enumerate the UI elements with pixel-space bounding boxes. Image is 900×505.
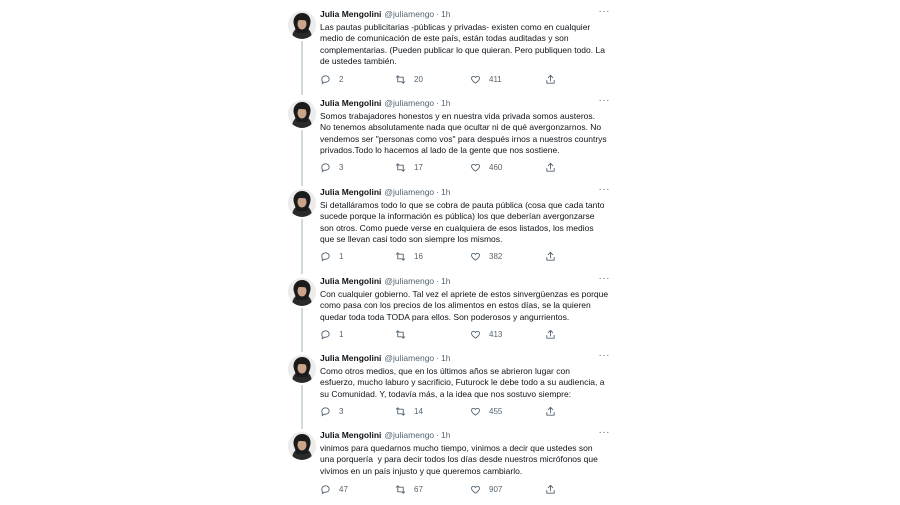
- author-handle[interactable]: @juliamengo: [384, 98, 435, 108]
- share-button[interactable]: [545, 74, 565, 85]
- tweet[interactable]: [283, 96, 618, 178]
- reply-count: 3: [339, 162, 344, 172]
- thread-line: [301, 130, 303, 186]
- more-icon[interactable]: ···: [598, 350, 610, 361]
- reply-button[interactable]: [320, 329, 395, 340]
- author-handle[interactable]: @juliamengo: [384, 187, 435, 197]
- retweet-icon: [395, 251, 406, 262]
- like-count: 460: [489, 162, 503, 172]
- reply-button[interactable]: [320, 484, 395, 495]
- author-handle[interactable]: @juliamengo: [384, 430, 435, 440]
- reply-count: 47: [339, 484, 348, 494]
- tweet-time[interactable]: 1h: [441, 187, 451, 197]
- reply-button[interactable]: [320, 74, 395, 85]
- tweet-time[interactable]: 1h: [441, 276, 451, 286]
- retweet-button[interactable]: [395, 484, 470, 495]
- tweet-time[interactable]: 1h: [441, 430, 451, 440]
- heart-icon: [470, 406, 481, 417]
- share-icon: [545, 484, 556, 495]
- author-handle[interactable]: @juliamengo: [384, 353, 435, 363]
- separator-dot: ·: [436, 276, 439, 286]
- like-count: 455: [489, 406, 503, 416]
- avatar[interactable]: [288, 100, 316, 128]
- more-icon[interactable]: ···: [598, 95, 610, 106]
- tweet-header: [320, 7, 610, 21]
- reply-icon: [320, 74, 331, 85]
- reply-icon: [320, 162, 331, 173]
- tweet-text: Con cualquier gobierno. Tal vez el apriete de estos sinvergüenzas es porque como pasa con los precios de los alimentos en estos días, se la quieren quedar toda toda TODA para ellos. Son poderosos y angurrientos.: [320, 289, 609, 322]
- tweet-content: [320, 274, 610, 323]
- avatar[interactable]: [288, 11, 316, 39]
- like-button[interactable]: [470, 251, 545, 262]
- retweet-button[interactable]: [395, 251, 470, 262]
- thread-line: [301, 41, 303, 95]
- retweet-count: 17: [414, 162, 423, 172]
- more-icon[interactable]: ···: [598, 273, 610, 284]
- reply-icon: [320, 406, 331, 417]
- reply-count: 3: [339, 406, 344, 416]
- avatar[interactable]: [288, 278, 316, 306]
- reply-button[interactable]: [320, 406, 395, 417]
- thread-line: [301, 385, 303, 429]
- reply-button[interactable]: [320, 162, 395, 173]
- tweet-actions: [320, 405, 570, 417]
- retweet-count: 14: [414, 406, 423, 416]
- author-name[interactable]: Julia Mengolini: [320, 9, 382, 19]
- tweet[interactable]: [283, 7, 618, 89]
- like-button[interactable]: [470, 406, 545, 417]
- author-handle[interactable]: @juliamengo: [384, 9, 435, 19]
- tweet[interactable]: [283, 274, 618, 346]
- retweet-count: 67: [414, 484, 423, 494]
- author-name[interactable]: Julia Mengolini: [320, 98, 382, 108]
- like-button[interactable]: [470, 484, 545, 495]
- heart-icon: [470, 484, 481, 495]
- share-button[interactable]: [545, 406, 565, 417]
- avatar[interactable]: [288, 189, 316, 217]
- retweet-button[interactable]: [395, 329, 470, 340]
- tweet-text: vinimos para quedarnos mucho tiempo, vinimos a decir que ustedes son una porquería y para decir todos los días desde nuestros micrófonos que vivimos en un país injusto y que queremos cambiarlo.: [320, 443, 598, 476]
- separator-dot: ·: [436, 353, 439, 363]
- like-button[interactable]: [470, 162, 545, 173]
- tweet-time[interactable]: 1h: [441, 353, 451, 363]
- share-icon: [545, 74, 556, 85]
- tweet-text: Si detalláramos todo lo que se cobra de pauta pública (cosa que cada tanto sucede porque la información es pública) los que deberían avergonzarse son otros. Como puede verse en cualquiera de esos listados, los medios que se llevan casi todo son siempre los mismos.: [320, 200, 605, 244]
- author-name[interactable]: Julia Mengolini: [320, 353, 382, 363]
- retweet-icon: [395, 74, 406, 85]
- heart-icon: [470, 162, 481, 173]
- tweet-header: [320, 351, 610, 365]
- share-button[interactable]: [545, 484, 565, 495]
- tweet-header: [320, 96, 610, 110]
- tweet-text: Las pautas publicitarias -públicas y privadas- existen como en cualquier medio de comunicación de este país, están todas auditadas y son complementarias. (Pueden publicar lo que quieran. Pero publiquen todo. La de ustedes también.: [320, 22, 605, 66]
- more-icon[interactable]: ···: [598, 184, 610, 195]
- retweet-button[interactable]: [395, 162, 470, 173]
- reply-icon: [320, 484, 331, 495]
- tweet-actions: [320, 250, 570, 262]
- tweet[interactable]: [283, 185, 618, 267]
- thread-line: [301, 219, 303, 274]
- share-button[interactable]: [545, 329, 565, 340]
- more-icon[interactable]: ···: [598, 427, 610, 438]
- reply-icon: [320, 251, 331, 262]
- separator-dot: ·: [436, 187, 439, 197]
- like-count: 907: [489, 484, 503, 494]
- retweet-count: 16: [414, 251, 423, 261]
- reply-icon: [320, 329, 331, 340]
- like-count: 413: [489, 329, 503, 339]
- retweet-button[interactable]: [395, 406, 470, 417]
- heart-icon: [470, 251, 481, 262]
- tweet-time[interactable]: 1h: [441, 98, 451, 108]
- retweet-icon: [395, 406, 406, 417]
- tweet-content: [320, 351, 610, 400]
- separator-dot: ·: [436, 9, 439, 19]
- tweet-header: [320, 428, 610, 442]
- author-name[interactable]: Julia Mengolini: [320, 187, 382, 197]
- share-button[interactable]: [545, 251, 565, 262]
- tweet-content: [320, 185, 610, 245]
- tweet-actions: [320, 161, 570, 173]
- share-icon: [545, 251, 556, 262]
- tweet-text: Somos trabajadores honestos y en nuestra vida privada somos austeros. No tenemos absolutamente nada que ocultar ni de qué avergonzarnos. No vendemos ser "personas como vos" para después irnos a nuestros countrys privados.Todo lo hacemos al lado de la gente que nos sostiene.: [320, 111, 607, 155]
- separator-dot: ·: [436, 98, 439, 108]
- tweet-content: [320, 7, 610, 67]
- retweet-icon: [395, 329, 406, 340]
- author-handle[interactable]: @juliamengo: [384, 276, 435, 286]
- tweet-actions: [320, 483, 570, 495]
- heart-icon: [470, 329, 481, 340]
- tweet[interactable]: [283, 351, 618, 423]
- thread-line: [301, 308, 303, 352]
- like-count: 411: [489, 74, 502, 84]
- retweet-icon: [395, 484, 406, 495]
- share-icon: [545, 162, 556, 173]
- share-button[interactable]: [545, 162, 565, 173]
- avatar[interactable]: [288, 432, 316, 460]
- reply-count: 2: [339, 74, 344, 84]
- tweet-header: [320, 185, 610, 199]
- more-icon[interactable]: ···: [598, 6, 610, 17]
- tweet[interactable]: [283, 428, 618, 500]
- tweet-content: [320, 96, 610, 156]
- retweet-icon: [395, 162, 406, 173]
- share-icon: [545, 406, 556, 417]
- tweet-actions: [320, 328, 570, 340]
- retweet-count: 20: [414, 74, 423, 84]
- tweet-content: [320, 428, 610, 477]
- tweet-actions: [320, 73, 570, 85]
- separator-dot: ·: [436, 430, 439, 440]
- reply-count: 1: [339, 329, 344, 339]
- reply-button[interactable]: [320, 251, 395, 262]
- tweet-text: Como otros medios, que en los últimos años se abrieron lugar con esfuerzo, mucho laburo y sacrificio, Futurock le debe todo a su audiencia, a su Comunidad. Y, todavía más, a la idea que nos sostuvo siempre:: [320, 366, 605, 399]
- share-icon: [545, 329, 556, 340]
- retweet-button[interactable]: [395, 74, 470, 85]
- author-name[interactable]: Julia Mengolini: [320, 430, 382, 440]
- like-button[interactable]: [470, 329, 545, 340]
- heart-icon: [470, 74, 481, 85]
- like-button[interactable]: [470, 74, 545, 85]
- like-count: 382: [489, 251, 503, 261]
- tweet-header: [320, 274, 610, 288]
- tweet-time[interactable]: 1h: [441, 9, 451, 19]
- avatar[interactable]: [288, 355, 316, 383]
- reply-count: 1: [339, 251, 344, 261]
- author-name[interactable]: Julia Mengolini: [320, 276, 382, 286]
